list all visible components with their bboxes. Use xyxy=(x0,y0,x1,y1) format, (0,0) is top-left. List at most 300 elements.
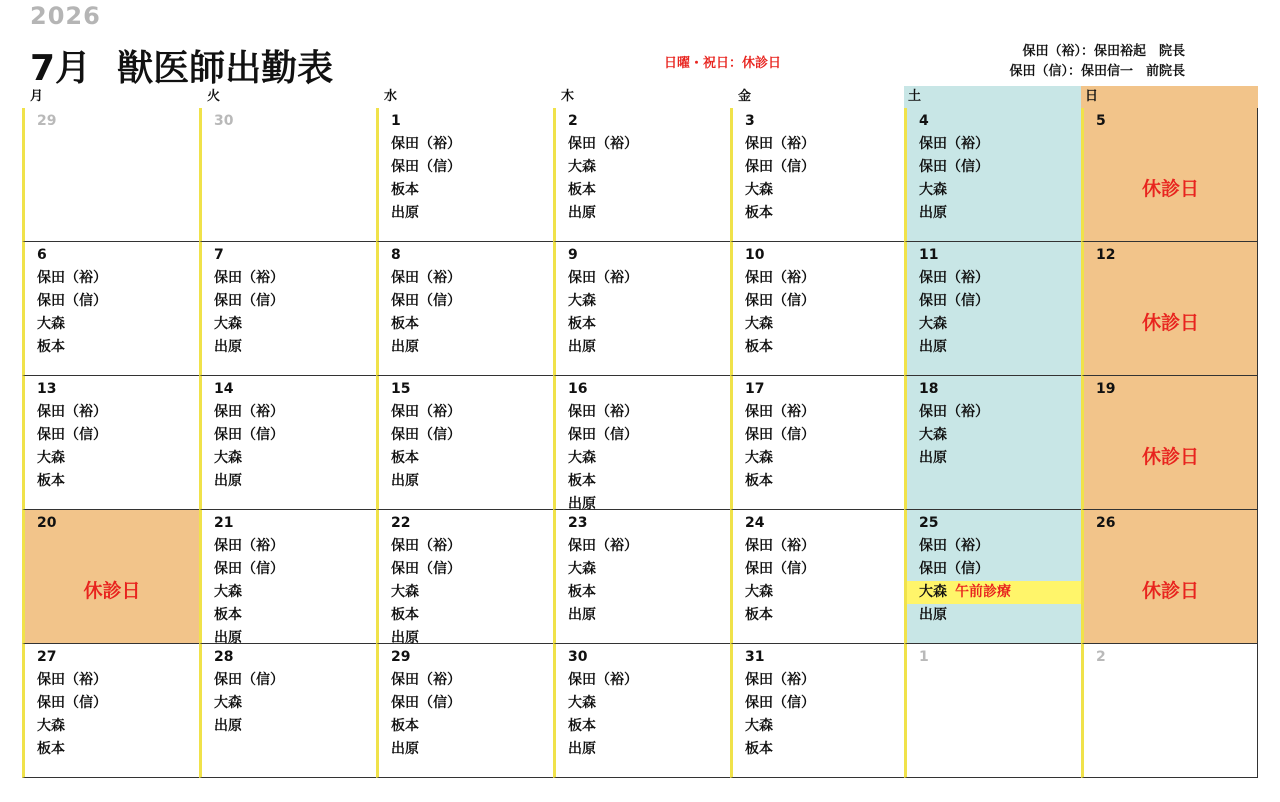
doctor-name: 出原 xyxy=(391,630,419,646)
day-cell xyxy=(730,108,904,242)
day-cell xyxy=(199,242,376,376)
doctor-name: 出原 xyxy=(391,205,419,221)
doctor-entry xyxy=(391,179,553,202)
day-cell xyxy=(376,644,553,778)
doctor-entry xyxy=(919,290,1081,313)
title-text: 獣医師出勤表 xyxy=(117,48,334,89)
doctor-name: 板本 xyxy=(745,339,773,355)
day-number: 16 xyxy=(568,381,588,397)
day-number: 4 xyxy=(919,113,929,129)
doctor-name: 大森 xyxy=(214,316,242,332)
doctor-name: 保田（信） xyxy=(391,427,461,443)
day-cell xyxy=(904,510,1081,644)
doctor-entry xyxy=(37,401,199,424)
doctor-name: 出原 xyxy=(214,473,242,489)
doctor-name: 大森 xyxy=(37,718,65,734)
doctor-name: 保田（信） xyxy=(919,159,989,175)
doctor-entry xyxy=(919,267,1081,290)
day-number: 13 xyxy=(37,381,57,397)
doctor-name: 板本 xyxy=(391,182,419,198)
doctor-entry xyxy=(568,424,730,447)
doctor-name: 保田（裕） xyxy=(919,270,989,286)
day-cell xyxy=(376,510,553,644)
day-number: 9 xyxy=(568,247,578,263)
calendar-week xyxy=(22,108,1258,242)
doctor-name: 保田（裕） xyxy=(214,538,284,554)
doctor-entry xyxy=(568,202,730,225)
doctor-entry xyxy=(391,133,553,156)
closed-day-label: 休診日 xyxy=(1141,178,1199,200)
doctor-name: 保田（信） xyxy=(745,293,815,309)
day-cell xyxy=(553,242,730,376)
legend-line: 保田（信）：保田信一 前院長 xyxy=(1009,64,1185,79)
doctor-entry xyxy=(391,156,553,179)
calendar-week xyxy=(22,510,1258,644)
day-number: 12 xyxy=(1096,247,1116,263)
doctor-entry xyxy=(745,424,904,447)
day-cell xyxy=(730,510,904,644)
doctor-name: 出原 xyxy=(919,607,947,623)
day-cell xyxy=(199,644,376,778)
doctor-entry xyxy=(391,535,553,558)
day-number: 30 xyxy=(568,649,588,665)
doctor-name: 保田（裕） xyxy=(919,136,989,152)
doctor-entry xyxy=(391,738,553,761)
day-cell xyxy=(22,644,199,778)
doctor-name: 大森 xyxy=(568,561,596,577)
doctor-entry xyxy=(568,336,730,359)
doctor-name: 保田（裕） xyxy=(919,404,989,420)
doctor-name: 大森 xyxy=(214,695,242,711)
doctor-entry xyxy=(919,424,1081,447)
doctor-name: 板本 xyxy=(568,473,596,489)
doctor-name: 保田（裕） xyxy=(214,404,284,420)
day-cell xyxy=(1081,242,1258,376)
doctor-name: 板本 xyxy=(391,316,419,332)
doctor-name: 出原 xyxy=(919,450,947,466)
doctor-entry xyxy=(568,558,730,581)
day-number: 18 xyxy=(919,381,939,397)
doctor-name: 大森 xyxy=(919,427,947,443)
doctor-entry xyxy=(214,558,376,581)
doctor-entry xyxy=(214,535,376,558)
doctor-name: 保田（裕） xyxy=(37,404,107,420)
doctor-entry xyxy=(37,313,199,336)
doctor-name: 出原 xyxy=(919,339,947,355)
doctor-entry xyxy=(745,202,904,225)
day-cell xyxy=(904,376,1081,510)
doctor-name: 保田（裕） xyxy=(37,672,107,688)
doctor-entry xyxy=(568,669,730,692)
day-number: 6 xyxy=(37,247,47,263)
day-cell xyxy=(730,242,904,376)
doctor-name: 板本 xyxy=(37,741,65,757)
doctor-entry xyxy=(745,535,904,558)
doctor-name: 出原 xyxy=(214,339,242,355)
day-number: 3 xyxy=(745,113,755,129)
doctor-name: 板本 xyxy=(37,339,65,355)
day-number: 31 xyxy=(745,649,765,665)
day-number: 19 xyxy=(1096,381,1116,397)
doctor-name: 板本 xyxy=(391,450,419,466)
doctor-entry xyxy=(37,470,199,493)
morning-only-label: 午前診療 xyxy=(955,584,1011,600)
closed-day-label: 休診日 xyxy=(83,580,141,602)
day-cell xyxy=(904,242,1081,376)
doctor-entry xyxy=(919,558,1081,581)
doctor-entry xyxy=(214,715,376,738)
day-cell xyxy=(730,376,904,510)
doctor-name: 保田（裕） xyxy=(391,136,461,152)
day-number: 2 xyxy=(1096,649,1106,665)
doctor-entry xyxy=(919,604,1081,627)
doctor-name: 保田（裕） xyxy=(568,270,638,286)
doctor-name: 出原 xyxy=(568,339,596,355)
doctor-entry xyxy=(37,692,199,715)
doctor-name: 板本 xyxy=(37,473,65,489)
doctor-name: 大森 xyxy=(568,293,596,309)
doctor-name: 保田（信） xyxy=(745,159,815,175)
doctor-name: 保田（裕） xyxy=(391,672,461,688)
doctor-entry xyxy=(391,581,553,604)
doctor-entry xyxy=(919,401,1081,424)
weekday-mon: 月 xyxy=(30,89,44,104)
day-number: 15 xyxy=(391,381,411,397)
day-number: 17 xyxy=(745,381,765,397)
year-label: 2026 xyxy=(30,2,101,30)
doctor-entry xyxy=(919,336,1081,359)
doctor-entry xyxy=(745,290,904,313)
day-cell xyxy=(1081,644,1258,778)
doctor-entry xyxy=(568,470,730,493)
doctor-name: 大森 xyxy=(568,159,596,175)
day-cell xyxy=(22,510,199,644)
doctor-name: 板本 xyxy=(568,182,596,198)
doctor-name: 保田（裕） xyxy=(745,404,815,420)
doctor-name: 大森 xyxy=(37,316,65,332)
doctor-name: 板本 xyxy=(568,316,596,332)
day-cell xyxy=(553,376,730,510)
doctor-name: 大森 xyxy=(919,316,947,332)
doctor-name: 大森 xyxy=(391,584,419,600)
doctor-name: 板本 xyxy=(745,205,773,221)
doctor-entry xyxy=(919,179,1081,202)
doctor-name: 保田（信） xyxy=(37,427,107,443)
doctor-entry xyxy=(391,715,553,738)
day-number: 23 xyxy=(568,515,588,531)
weekday-wed: 水 xyxy=(384,89,398,104)
doctor-name: 板本 xyxy=(391,718,419,734)
day-cell xyxy=(1081,376,1258,510)
doctor-name: 保田（信） xyxy=(745,695,815,711)
day-number: 26 xyxy=(1096,515,1116,531)
doctor-entry xyxy=(391,336,553,359)
day-number: 10 xyxy=(745,247,765,263)
doctor-name: 板本 xyxy=(745,607,773,623)
doctor-name: 出原 xyxy=(391,741,419,757)
doctor-name: 大森 xyxy=(568,695,596,711)
day-cell xyxy=(553,510,730,644)
doctor-entry xyxy=(919,535,1081,558)
doctor-name: 保田（信） xyxy=(745,561,815,577)
closed-day-label: 休診日 xyxy=(1141,580,1199,602)
doctor-entry xyxy=(919,202,1081,225)
doctor-entry xyxy=(37,290,199,313)
doctor-name: 大森 xyxy=(745,316,773,332)
doctor-name: 保田（裕） xyxy=(568,404,638,420)
day-cell xyxy=(22,376,199,510)
day-number: 29 xyxy=(37,113,57,129)
doctor-entry xyxy=(214,470,376,493)
doctor-entry xyxy=(919,447,1081,470)
day-cell xyxy=(730,644,904,778)
doctor-name: 大森 xyxy=(919,182,947,198)
doctor-entry xyxy=(214,290,376,313)
page-title xyxy=(30,40,333,91)
doctor-entry xyxy=(391,470,553,493)
weekday-tue: 火 xyxy=(207,89,221,104)
doctor-entry xyxy=(37,669,199,692)
doctor-entry xyxy=(214,669,376,692)
day-cell xyxy=(553,108,730,242)
doctor-entry xyxy=(391,313,553,336)
day-number: 25 xyxy=(919,515,939,531)
day-number: 2 xyxy=(568,113,578,129)
doctor-name: 保田（裕） xyxy=(745,270,815,286)
doctor-name: 保田（信） xyxy=(391,695,461,711)
day-cell xyxy=(904,108,1081,242)
doctor-entry xyxy=(391,401,553,424)
doctor-entry xyxy=(568,401,730,424)
doctor-entry xyxy=(37,336,199,359)
doctor-entry xyxy=(919,156,1081,179)
day-number: 1 xyxy=(919,649,929,665)
day-cell xyxy=(199,510,376,644)
doctor-entry xyxy=(568,133,730,156)
day-cell xyxy=(376,108,553,242)
doctor-name: 大森 xyxy=(214,584,242,600)
doctor-entry xyxy=(391,267,553,290)
day-cell xyxy=(199,108,376,242)
day-number: 21 xyxy=(214,515,234,531)
doctor-name: 保田（裕） xyxy=(391,404,461,420)
doctor-entry xyxy=(568,290,730,313)
legend-line: 保田（裕）：保田裕起 院長 xyxy=(1022,44,1185,59)
doctor-name: 出原 xyxy=(568,205,596,221)
doctor-entry xyxy=(745,692,904,715)
day-cell xyxy=(22,242,199,376)
doctor-name: 大森 xyxy=(745,450,773,466)
doctor-name: 大森 xyxy=(745,718,773,734)
doctor-name: 板本 xyxy=(391,607,419,623)
doctor-name: 保田（裕） xyxy=(391,538,461,554)
doctor-entry xyxy=(568,535,730,558)
title-month: 7月 xyxy=(30,48,92,89)
doctor-entry xyxy=(214,401,376,424)
doctor-name: 保田（信） xyxy=(37,695,107,711)
doctor-legend xyxy=(1009,42,1185,82)
day-cell xyxy=(904,644,1081,778)
day-number: 5 xyxy=(1096,113,1106,129)
doctor-entry xyxy=(568,179,730,202)
doctor-entry xyxy=(745,267,904,290)
doctor-entry xyxy=(214,313,376,336)
doctor-entry xyxy=(745,401,904,424)
doctor-entry xyxy=(745,669,904,692)
doctor-name: 保田（信） xyxy=(214,672,284,688)
doctor-entry xyxy=(745,336,904,359)
calendar-week xyxy=(22,376,1258,510)
doctor-entry xyxy=(745,313,904,336)
day-number: 14 xyxy=(214,381,234,397)
doctor-entry xyxy=(214,424,376,447)
doctor-name: 大森 xyxy=(37,450,65,466)
doctor-entry xyxy=(568,715,730,738)
doctor-entry xyxy=(568,447,730,470)
doctor-entry xyxy=(37,447,199,470)
holiday-note: 日曜・祝日：休診日 xyxy=(664,56,782,71)
doctor-name: 保田（裕） xyxy=(745,538,815,554)
doctor-entry xyxy=(745,581,904,604)
doctor-entry xyxy=(37,738,199,761)
doctor-name: 保田（信） xyxy=(391,293,461,309)
doctor-name: 保田（裕） xyxy=(391,270,461,286)
doctor-name: 保田（信） xyxy=(214,427,284,443)
day-number: 27 xyxy=(37,649,57,665)
doctor-entry xyxy=(391,202,553,225)
day-number: 24 xyxy=(745,515,765,531)
day-number: 20 xyxy=(37,515,57,531)
doctor-entry xyxy=(568,692,730,715)
doctor-entry xyxy=(568,313,730,336)
day-cell xyxy=(199,376,376,510)
doctor-entry xyxy=(214,336,376,359)
doctor-entry xyxy=(745,558,904,581)
doctor-entry xyxy=(568,581,730,604)
doctor-entry xyxy=(919,313,1081,336)
doctor-entry xyxy=(745,133,904,156)
doctor-entry xyxy=(568,738,730,761)
day-number: 22 xyxy=(391,515,411,531)
doctor-name: 板本 xyxy=(568,584,596,600)
doctor-entry xyxy=(391,604,553,627)
day-number: 1 xyxy=(391,113,401,129)
doctor-name: 板本 xyxy=(214,607,242,623)
doctor-name: 保田（信） xyxy=(568,427,638,443)
doctor-name: 保田（裕） xyxy=(745,136,815,152)
doctor-entry xyxy=(214,581,376,604)
doctor-name: 保田（信） xyxy=(214,561,284,577)
doctor-name: 板本 xyxy=(568,718,596,734)
doctor-name: 大森 xyxy=(568,450,596,466)
day-cell xyxy=(376,376,553,510)
doctor-entry xyxy=(568,604,730,627)
day-number: 28 xyxy=(214,649,234,665)
doctor-name: 保田（信） xyxy=(745,427,815,443)
doctor-entry xyxy=(745,715,904,738)
doctor-name: 出原 xyxy=(568,607,596,623)
day-cell xyxy=(376,242,553,376)
doctor-name: 保田（裕） xyxy=(568,538,638,554)
calendar-week xyxy=(22,242,1258,376)
doctor-name: 出原 xyxy=(568,496,596,512)
doctor-entry xyxy=(745,604,904,627)
doctor-name: 大森 xyxy=(745,584,773,600)
doctor-name: 出原 xyxy=(214,718,242,734)
doctor-name: 保田（信） xyxy=(919,561,989,577)
doctor-name: 出原 xyxy=(919,205,947,221)
doctor-name: 出原 xyxy=(568,741,596,757)
doctor-name: 保田（裕） xyxy=(37,270,107,286)
doctor-name: 保田（信） xyxy=(37,293,107,309)
calendar-week xyxy=(22,644,1258,778)
doctor-entry xyxy=(391,424,553,447)
doctor-name: 出原 xyxy=(391,339,419,355)
weekday-thu: 木 xyxy=(561,89,575,104)
day-number: 30 xyxy=(214,113,234,129)
doctor-entry xyxy=(37,715,199,738)
closed-day-label: 休診日 xyxy=(1141,446,1199,468)
doctor-entry xyxy=(568,156,730,179)
weekday-fri: 金 xyxy=(738,89,752,104)
doctor-entry xyxy=(214,267,376,290)
doctor-name: 保田（裕） xyxy=(919,538,989,554)
doctor-entry xyxy=(391,669,553,692)
doctor-name: 板本 xyxy=(745,473,773,489)
weekday-sun: 日 xyxy=(1081,86,1258,108)
doctor-name: 保田（信） xyxy=(214,293,284,309)
day-cell xyxy=(553,644,730,778)
doctor-entry xyxy=(214,604,376,627)
day-cell xyxy=(1081,510,1258,644)
doctor-entry xyxy=(745,738,904,761)
day-cell xyxy=(22,108,199,242)
doctor-name: 保田（裕） xyxy=(568,136,638,152)
day-number: 7 xyxy=(214,247,224,263)
day-number: 8 xyxy=(391,247,401,263)
doctor-entry xyxy=(37,267,199,290)
doctor-entry xyxy=(214,447,376,470)
doctor-name: 出原 xyxy=(214,630,242,646)
doctor-name: 大森 xyxy=(745,182,773,198)
doctor-entry xyxy=(568,267,730,290)
doctor-entry xyxy=(745,156,904,179)
day-number: 11 xyxy=(919,247,939,263)
doctor-entry xyxy=(907,581,1081,604)
doctor-name: 大森 xyxy=(919,584,947,600)
doctor-entry xyxy=(391,692,553,715)
doctor-entry xyxy=(391,290,553,313)
doctor-name: 出原 xyxy=(391,473,419,489)
doctor-entry xyxy=(745,179,904,202)
doctor-name: 大森 xyxy=(214,450,242,466)
doctor-name: 保田（裕） xyxy=(568,672,638,688)
doctor-entry xyxy=(214,692,376,715)
doctor-name: 保田（信） xyxy=(391,159,461,175)
day-number: 29 xyxy=(391,649,411,665)
closed-day-label: 休診日 xyxy=(1141,312,1199,334)
doctor-name: 保田（信） xyxy=(919,293,989,309)
day-cell xyxy=(1081,108,1258,242)
doctor-name: 保田（裕） xyxy=(745,672,815,688)
doctor-entry xyxy=(745,470,904,493)
doctor-entry xyxy=(745,447,904,470)
doctor-name: 保田（裕） xyxy=(214,270,284,286)
doctor-entry xyxy=(37,424,199,447)
weekday-sat: 土 xyxy=(904,86,1081,108)
doctor-name: 保田（信） xyxy=(391,561,461,577)
doctor-entry xyxy=(391,558,553,581)
